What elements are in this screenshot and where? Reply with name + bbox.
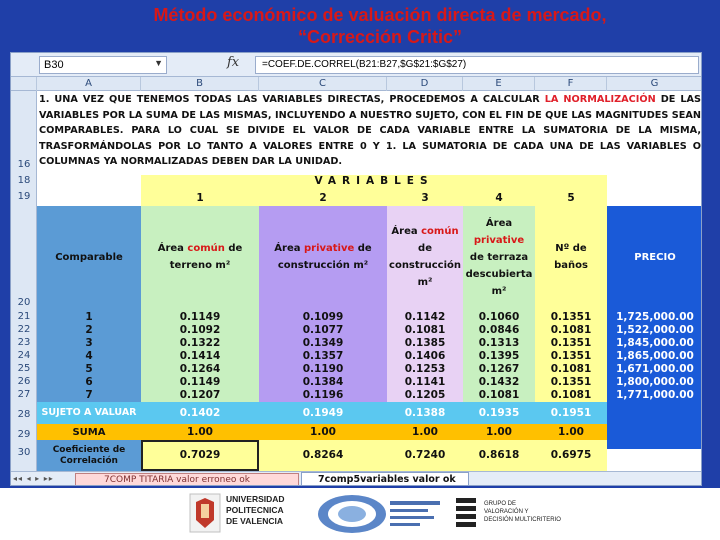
normalized-value-cell[interactable]: 0.1142 [404,311,446,323]
row-header[interactable]: 23 [17,337,31,348]
header-area-privativa-terraza[interactable]: Área privative de terraza descubierta m² [465,217,533,297]
upv-name: UNIVERSIDAD POLITECNICA DE VALENCIA [226,494,285,526]
row-header[interactable]: 27 [17,389,31,400]
formula-bar [11,53,702,77]
row-header[interactable]: 19 [17,191,31,202]
suma-value-cell[interactable]: 1.00 [558,426,584,438]
instruction-note: 1. UNA VEZ QUE TENEMOS TODAS LAS VARIABLES DIRECTAS, PROCEDEMOS A CALCULAR LA NORMALIZACIÓN DE LAS VARIABLES POR LA SUMA DE LAS MISMAS, INCLUYENDO A NUESTRO SUJETO, CON EL FIN DE QUE LAS MAGNITUDES SEAN COMPARABLES. PARA LO CUAL SE DIVIDE EL VALOR DE CADA VARIABLE ENTRE LA SUMATORIA DE LA MISMA, TRASFORMÁNDOLAS POR LO TANTO A VALORES ENTRE 0 Y 1. LA SUMATORIA DE CADA UNA DE LAS VARIABLES O COLUMNAS YA NORMALIZADAS DEBEN DAR LA UNIDAD. [39,94,702,167]
variables-label: VARIABLES [314,175,434,187]
normalized-value-cell[interactable]: 0.1351 [550,350,592,362]
comparable-id-cell[interactable]: 1 [85,311,93,323]
footer [0,488,720,540]
row-header[interactable]: 20 [17,297,31,308]
column-header-g[interactable]: G [607,77,702,91]
row-header[interactable]: 16 [17,159,31,170]
suma-value-cell[interactable]: 1.00 [412,426,438,438]
var-number: 1 [196,192,204,204]
column-header-a[interactable]: A [37,77,141,91]
comparable-id-cell[interactable]: 6 [85,376,93,388]
normalized-value-cell[interactable]: 0.1081 [478,389,520,401]
column-header-d[interactable]: D [387,77,463,91]
header-banos[interactable]: Nº de baños [554,243,588,271]
correlation-value-cell[interactable]: 0.8618 [478,449,520,461]
suma-value-cell[interactable]: 1.00 [187,426,213,438]
slide-title-line2: “Corrección Critic” [297,27,463,47]
sujeto-value-cell[interactable]: 0.1935 [478,407,520,419]
sheet-tab-1[interactable]: 7COMP TITARIA valor erroneo ok [75,473,299,486]
var-number: 2 [319,192,327,204]
correlation-value-cell[interactable]: 0.8264 [302,449,344,461]
normalized-value-cell[interactable]: 0.1099 [302,311,344,323]
row-header[interactable]: 25 [17,363,31,374]
normalized-value-cell[interactable]: 0.1190 [302,363,344,375]
suma-value-cell[interactable]: 1.00 [310,426,336,438]
correlation-value-cell[interactable]: 0.7240 [404,449,446,461]
normalized-value-cell[interactable]: 0.1349 [302,337,344,349]
sheet-tab-2-active[interactable]: 7comp5variables valor ok [301,472,469,486]
normalized-value-cell[interactable]: 0.1351 [550,376,592,388]
correlation-label[interactable]: Coeficiente de Correlación [52,444,126,466]
price-cell[interactable]: 1,771,000.00 [616,389,694,401]
price-cell[interactable]: 1,725,000.00 [616,311,694,323]
header-area-comun-construccion[interactable]: Área común de construcción m² [389,226,461,288]
row-header[interactable]: 28 [17,409,31,420]
row-header[interactable]: 30 [17,447,31,458]
row-header[interactable]: 26 [17,376,31,387]
formula-input[interactable]: =COEF.DE.CORREL(B21:B27,$G$21:$G$27) [255,56,699,74]
comparable-id-cell[interactable]: 7 [85,389,93,401]
comparable-id-cell[interactable]: 4 [85,350,93,362]
normalized-value-cell[interactable]: 0.1081 [550,363,592,375]
sheet-nav-arrows-icon[interactable]: ◂◂ ◂ ▸ ▸▸ [13,474,54,483]
comparable-id-cell[interactable]: 3 [85,337,93,349]
correlation-value-cell[interactable]: 0.6975 [550,449,592,461]
column-header-b[interactable]: B [141,77,259,91]
normalized-value-cell[interactable]: 0.1322 [179,337,221,349]
price-cell[interactable]: 1,865,000.00 [616,350,694,362]
var-number: 4 [495,192,503,204]
normalized-value-cell[interactable]: 0.1395 [478,350,520,362]
row-header[interactable]: 24 [17,350,31,361]
normalized-value-cell[interactable]: 0.1267 [478,363,520,375]
selected-cell-b30[interactable] [141,440,259,471]
normalized-value-cell[interactable]: 0.1081 [550,389,592,401]
name-box[interactable]: B30 ▼ [39,56,167,74]
var-number: 3 [421,192,429,204]
comparable-id-cell[interactable]: 5 [85,363,93,375]
gvm-text: GRUPO DE VALORACIÓN Y DECISIÓN MULTICRITERIO [484,501,561,523]
spreadsheet-window [10,52,702,486]
sujeto-label[interactable]: SUJETO A VALUAR [41,407,137,418]
price-cell[interactable]: 1,671,000.00 [616,363,694,375]
normalized-value-cell[interactable]: 0.1384 [302,376,344,388]
var-number: 5 [567,192,575,204]
header-precio[interactable]: PRECIO [634,251,676,263]
normalized-value-cell[interactable]: 0.1253 [404,363,446,375]
normalized-value-cell[interactable]: 0.1141 [404,376,446,388]
header-area-privativa-construccion[interactable]: Área privative de construcción m² [274,243,372,271]
column-header-c[interactable]: C [259,77,387,91]
normalized-value-cell[interactable]: 0.1205 [404,389,446,401]
price-cell[interactable]: 1,845,000.00 [616,337,694,349]
normalized-value-cell[interactable]: 0.1149 [179,311,221,323]
column-headers [11,77,702,91]
chevron-down-icon[interactable]: ▼ [154,58,163,68]
normalized-value-cell[interactable]: 0.1092 [179,324,221,336]
price-cell[interactable]: 1,800,000.00 [616,376,694,388]
sujeto-value-cell[interactable]: 0.1951 [550,407,592,419]
page-number: 53 [698,520,712,534]
suma-label[interactable]: SUMA [72,426,106,438]
fx-icon[interactable]: fx [227,55,240,70]
normalized-value-cell[interactable]: 0.1385 [404,337,446,349]
sujeto-value-cell[interactable]: 0.1388 [404,407,446,419]
slide-title-line1: Método económico de valuación directa de mercado, [153,5,607,25]
column-header-f[interactable]: F [535,77,607,91]
row-header[interactable]: 18 [17,175,31,186]
header-comparable[interactable]: Comparable [55,251,123,263]
normalized-value-cell[interactable]: 0.1313 [478,337,520,349]
normalized-value-cell[interactable]: 0.1081 [404,324,446,336]
normalized-value-cell[interactable]: 0.1207 [179,389,221,401]
normalized-value-cell[interactable]: 0.1357 [302,350,344,362]
row-headers [11,91,37,486]
normalized-value-cell[interactable]: 0.1149 [179,376,221,388]
normalized-value-cell[interactable]: 0.1060 [478,311,520,323]
row-header[interactable]: 29 [17,429,31,440]
normalization-highlight: LA NORMALIZACIÓN [544,94,656,105]
normalized-value-cell[interactable]: 0.1077 [302,324,344,336]
gvm-logo-icon [454,496,480,532]
select-all-corner[interactable] [11,77,37,91]
slide-title [60,4,700,48]
row-header[interactable]: 22 [17,324,31,335]
normalized-value-cell[interactable]: 0.1414 [179,350,221,362]
normalized-value-cell[interactable]: 0.1351 [550,337,592,349]
normalized-value-cell[interactable]: 0.1432 [478,376,520,388]
normalized-value-cell[interactable]: 0.1406 [404,350,446,362]
column-header-e[interactable]: E [463,77,535,91]
normalized-value-cell[interactable]: 0.1264 [179,363,221,375]
normalized-value-cell[interactable]: 0.1081 [550,324,592,336]
correlation-value-cell[interactable]: 0.7029 [179,449,221,461]
price-cell[interactable]: 1,522,000.00 [616,324,694,336]
header-area-comun-terreno[interactable]: Área común de terreno m² [157,243,243,271]
comparable-id-cell[interactable]: 2 [85,324,93,336]
sujeto-value-cell[interactable]: 0.1402 [179,407,221,419]
normalized-value-cell[interactable]: 0.1351 [550,311,592,323]
normalized-value-cell[interactable]: 0.0846 [478,324,520,336]
normalized-value-cell[interactable]: 0.1196 [302,389,344,401]
row-header[interactable]: 21 [17,311,31,322]
sujeto-value-cell[interactable]: 0.1949 [302,407,344,419]
suma-value-cell[interactable]: 1.00 [486,426,512,438]
institution-logo-icon [316,493,446,535]
sheet-tab-bar [11,471,702,486]
